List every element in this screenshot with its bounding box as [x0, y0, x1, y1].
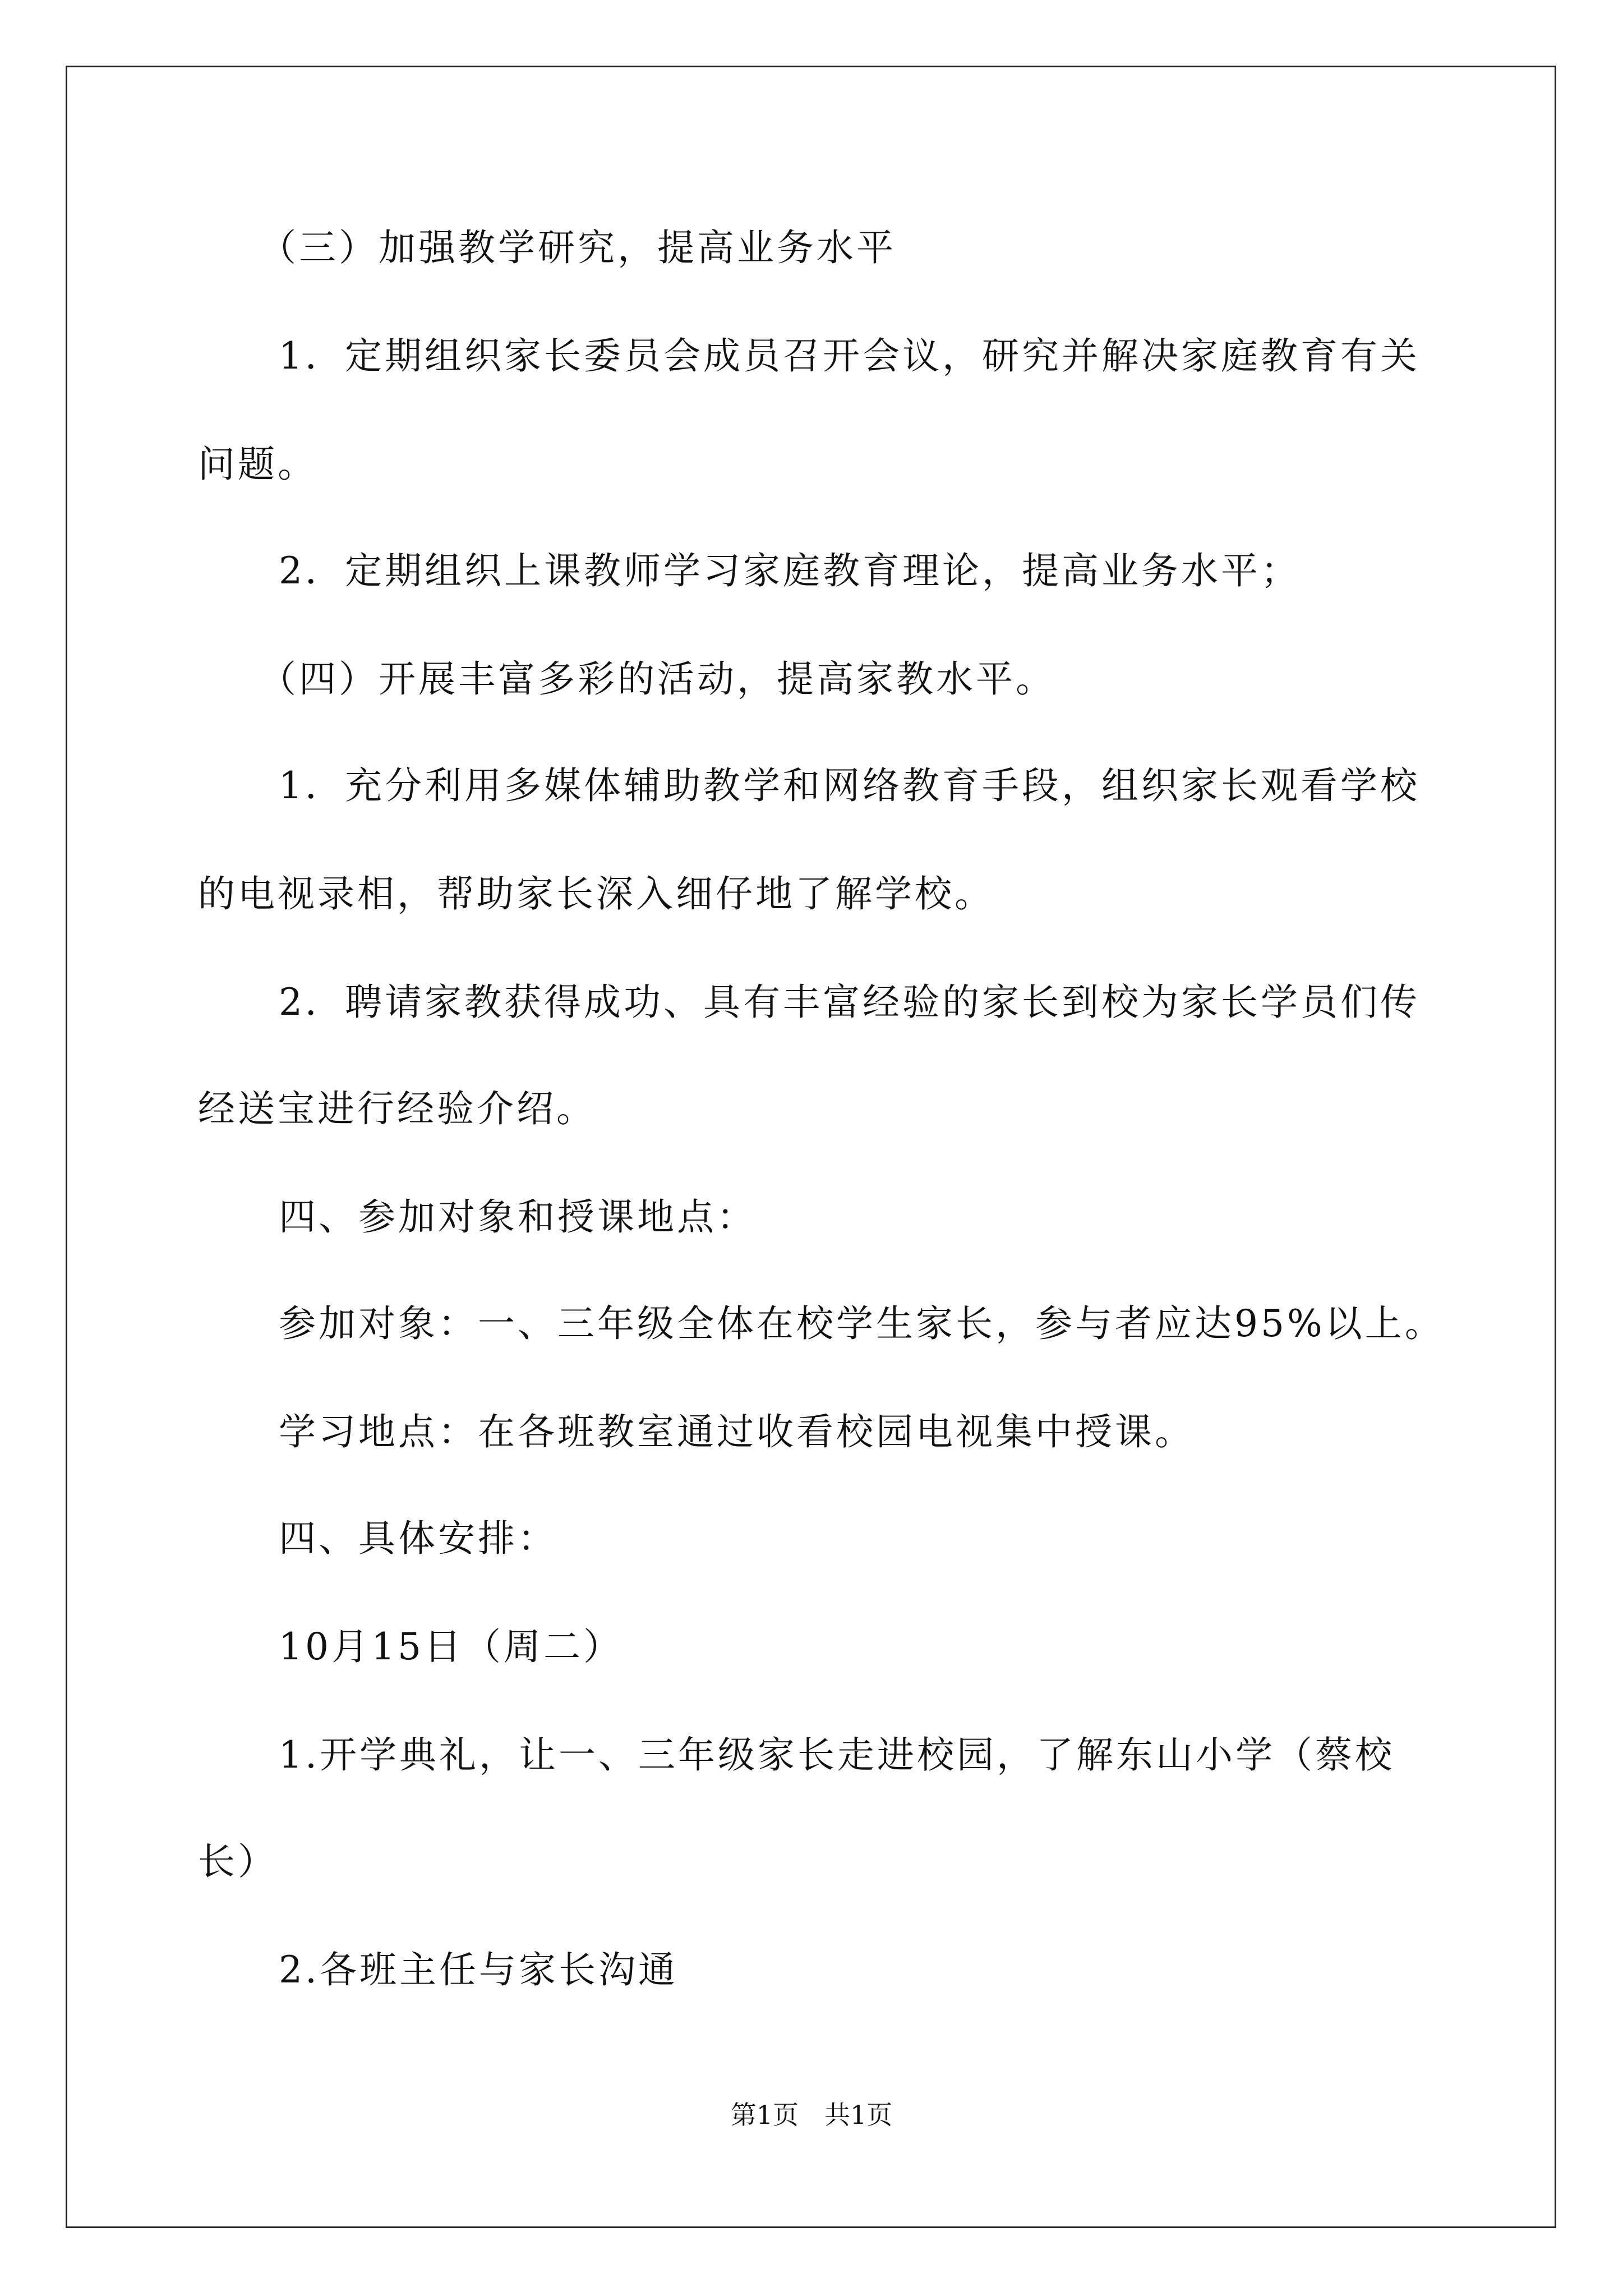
- paragraph-line: 问题。: [198, 443, 317, 486]
- paragraph-line: 学习地点：在各班教室通过收看校园电视集中授课。: [279, 1410, 1195, 1453]
- paragraph-line: 经送宝进行经验介绍。: [198, 1087, 596, 1130]
- section-heading-4: （四）开展丰富多彩的活动，提高家教水平。: [259, 657, 1055, 701]
- paragraph-line: 的电视录相，帮助家长深入细仔地了解学校。: [198, 872, 994, 915]
- section-heading: 四、参加对象和授课地点：: [279, 1195, 757, 1239]
- paragraph-line: 长）: [198, 1840, 278, 1883]
- section-heading: 四、具体安排：: [279, 1517, 557, 1560]
- date-line: 10月15日（周二）: [279, 1625, 623, 1668]
- paragraph-line: 1.开学典礼，让一、三年级家长走进校园，了解东山小学（蔡校: [279, 1733, 1395, 1777]
- page-border: [66, 66, 1556, 2228]
- section-heading-3: （三）加强教学研究，提高业务水平: [259, 226, 896, 269]
- paragraph-line: 1．定期组织家长委员会成员召开会议，研究并解决家庭教育有关: [279, 334, 1420, 378]
- paragraph-line: 2．聘请家教获得成功、具有丰富经验的家长到校为家长学员们传: [279, 981, 1420, 1024]
- paragraph-line: 2．定期组织上课教师学习家庭教育理论，提高业务水平；: [279, 549, 1301, 592]
- paragraph-line: 参加对象：一、三年级全体在校学生家长，参与者应达95%以上。: [279, 1302, 1445, 1345]
- page-footer: 第1页 共1页: [730, 2100, 893, 2130]
- paragraph-line: 1．充分利用多媒体辅助教学和网络教育手段，组织家长观看学校: [279, 764, 1420, 807]
- paragraph-line: 2.各班主任与家长沟通: [279, 1948, 678, 1991]
